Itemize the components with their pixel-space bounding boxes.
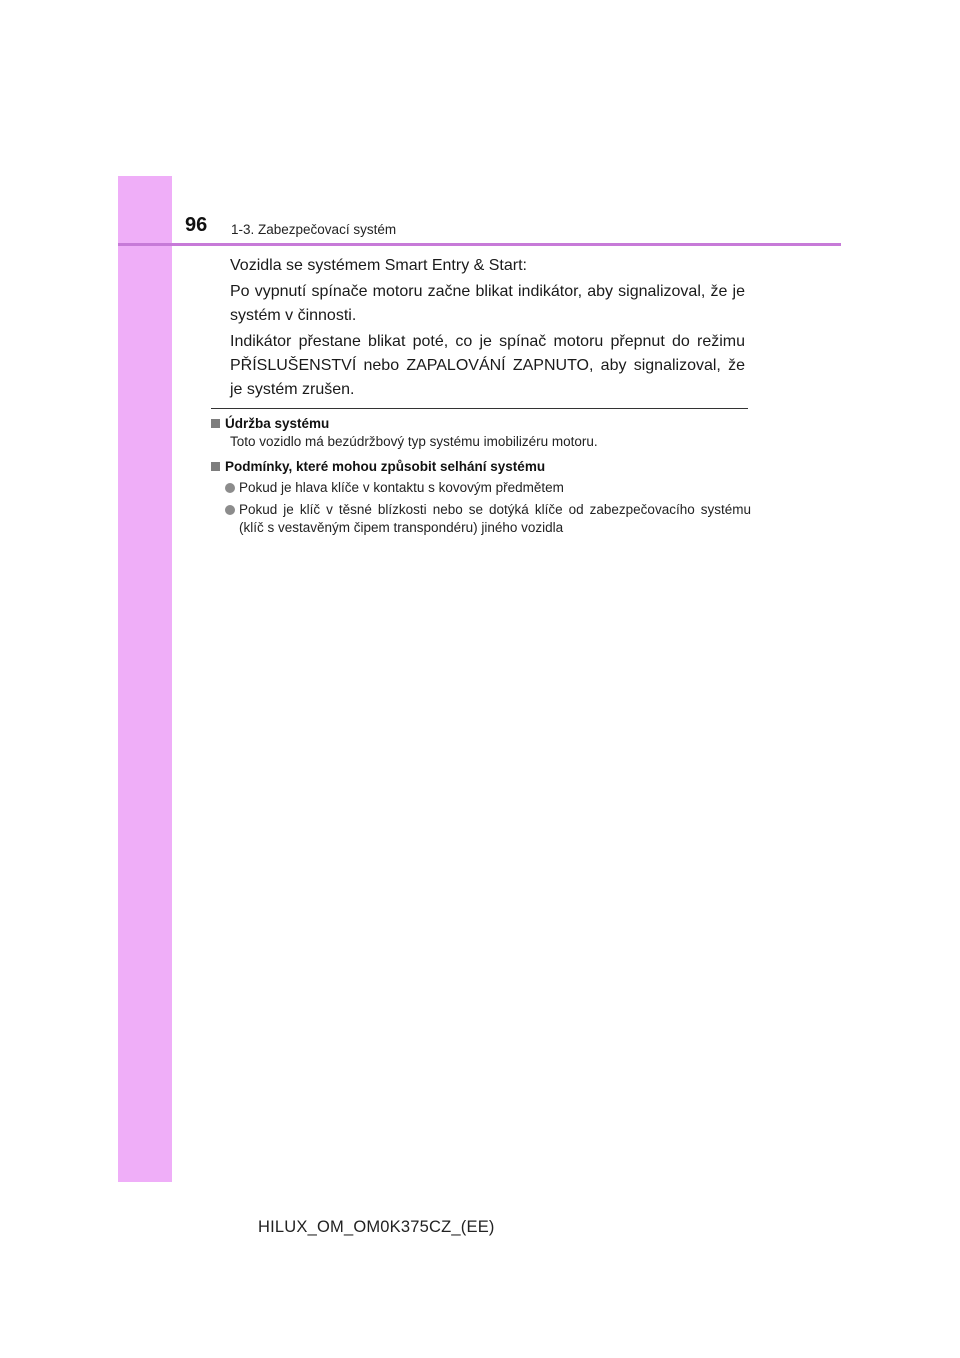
document-code: HILUX_OM_OM0K375CZ_(EE) bbox=[258, 1218, 495, 1236]
indicator-off-paragraph: Indikátor přestane blikat poté, co je spínač motoru přepnut do režimu PŘÍSLUŠENSTVÍ nebo ZAPALOVÁNÍ ZAPNUTO, aby signalizoval, že je systém zrušen. bbox=[230, 333, 745, 398]
list-item bbox=[211, 501, 751, 537]
section-title: 1-3. Zabezpečovací systém bbox=[231, 222, 397, 237]
side-accent-band bbox=[118, 176, 172, 1182]
intro-paragraph: Vozidla se systémem Smart Entry & Start: bbox=[230, 257, 527, 274]
note-title: Údržba systému bbox=[225, 416, 330, 431]
list-item-text: Pokud je klíč v těsné blízkosti nebo se dotýká klíče od zabezpečovacího systému (klíč s vestavěným čipem transpondéru) jiného vozidla bbox=[239, 502, 751, 535]
note-title: Podmínky, které mohou způsobit selhání systému bbox=[225, 459, 546, 474]
section-divider bbox=[211, 408, 748, 409]
header-rule bbox=[118, 243, 841, 246]
note-heading bbox=[211, 458, 751, 476]
square-bullet-icon bbox=[211, 462, 220, 471]
note-heading bbox=[211, 415, 751, 433]
indicator-on-paragraph: Po vypnutí spínače motoru začne blikat indikátor, aby signalizoval, že je systém v činnosti. bbox=[230, 283, 745, 324]
circle-bullet-icon bbox=[225, 505, 235, 515]
square-bullet-icon bbox=[211, 419, 220, 428]
page-number: 96 bbox=[185, 214, 208, 236]
list-item bbox=[211, 479, 751, 497]
list-item-text: Pokud je hlava klíče v kontaktu s kovovým předmětem bbox=[239, 480, 564, 495]
circle-bullet-icon bbox=[225, 483, 235, 493]
note-failure-conditions bbox=[211, 458, 751, 537]
note-maintenance bbox=[211, 415, 751, 451]
note-text: Toto vozidlo má bezúdržbový typ systému imobilizéru motoru. bbox=[230, 434, 598, 449]
